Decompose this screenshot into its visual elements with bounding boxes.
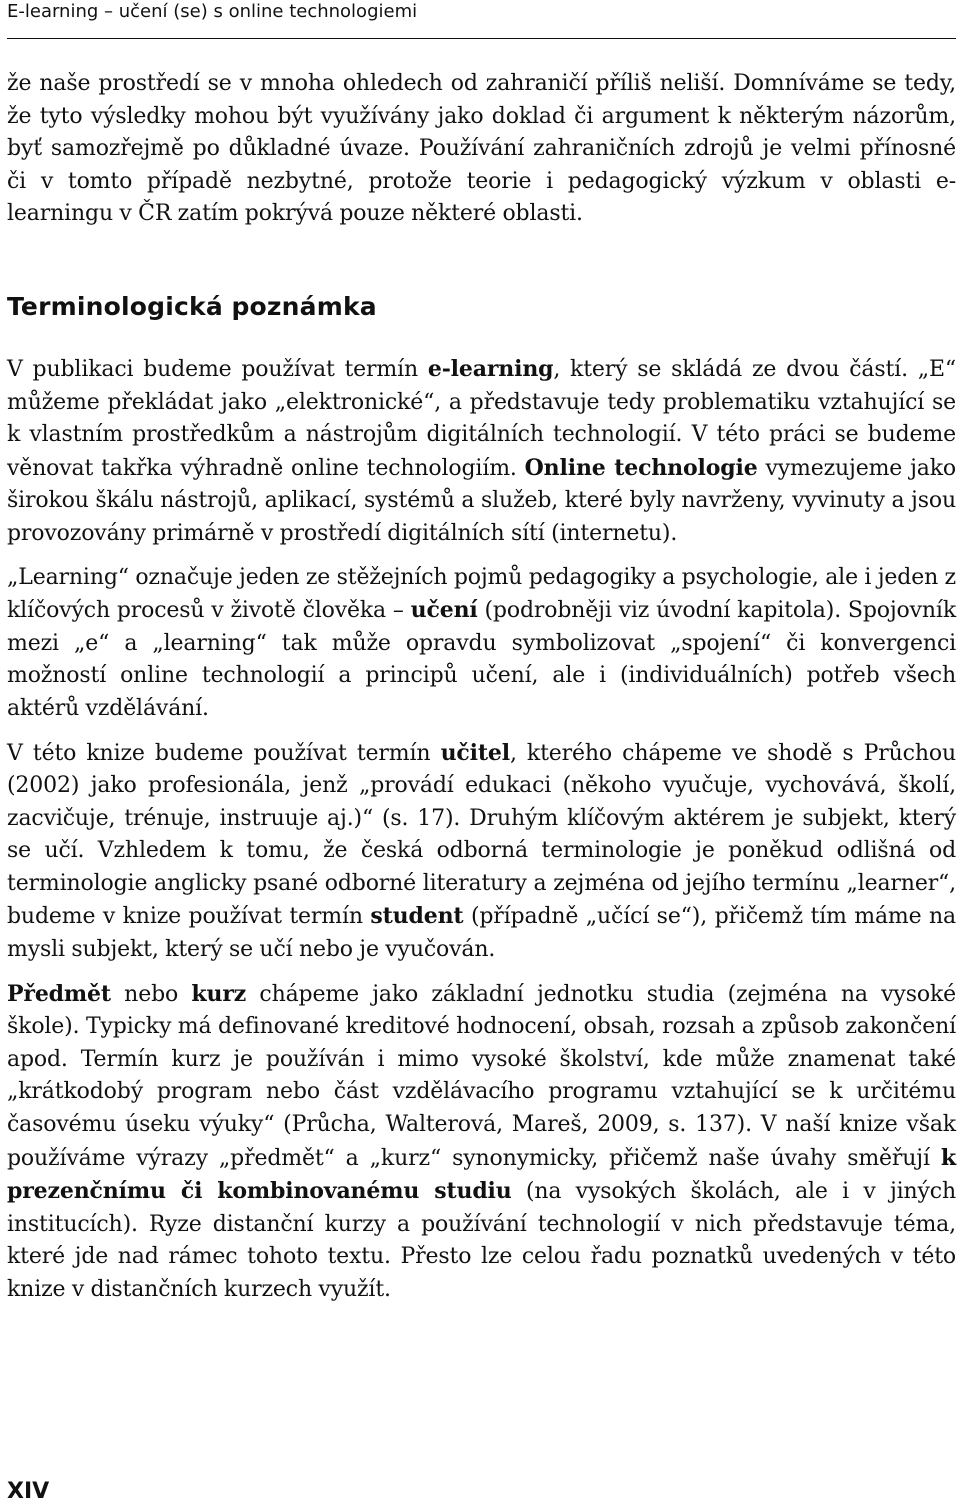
term-e-learning: e-learning [427,355,554,382]
page-number: XIV [7,1479,50,1504]
term-student: student [370,903,464,930]
text-run: (případně „učící se“), přičemž tím máme na mysli subjekt, který se učí nebo je vyučován. [7,904,956,963]
term-kurz: kurz [191,980,247,1007]
text-run: , který se skládá ze dvou částí. „E“ můžeme překládat jako „elektronické“, a představuje tedy problematiku vztahující se k vlastním prostředkům a nástrojům digitálních technologií. V této práci se budeme věnovat takřka výhradně online technologiím. [7,356,956,481]
text-run: V této knize budeme používat termín [7,740,441,766]
section-heading: Terminologická poznámka [7,291,377,321]
term-predmet: Předmět [7,980,111,1007]
running-header: E-learning – učení (se) s online technologiemi [7,1,418,22]
text-run: vymezujeme jako širokou škálu nástrojů, aplikací, systémů a služeb, které byly navrženy, vyvinuty a jsou provozovány primárně v prostředí digitálních sítí (internetu). [7,455,956,546]
text-run: „Learning“ označuje jeden ze stěžejních pojmů pedagogiky a psychologie, ale i jeden z klíčových procesů v životě člověka – [7,564,956,624]
text-run: (podrobněji viz úvodní kapitola). Spojovník mezi „e“ a „learning“ tak může opravdu symbolizovat „spojení“ či konvergenci možností online technologií a principů učení, ale i (individuálních) potřeb všech aktérů vzdělávání. [7,598,957,721]
term-prezencni-studium: k prezenčnímu či kombinovanému studiu [7,1144,956,1205]
paragraph-ucitel [7,737,956,967]
term-ucitel: učitel [440,739,510,766]
paragraph-predmet [7,978,956,1307]
page-body [7,68,956,1318]
paragraph-e-learning [7,353,956,551]
term-uceni: učení [410,597,478,624]
text-run: nebo [110,981,192,1007]
intro-paragraph: že naše prostředí se v mnoha ohledech od zahraničí příliš neliší. Domníváme se tedy, že tyto výsledky mohou být využívány jako doklad či argument k některým názorům, byť samozřejmě po důkladné úvaze. Používání zahraničních zdrojů je velmi přínosné či v tomto případě nezbytné, protože teorie i pedagogický výzkum v oblasti e-learningu v ČR zatím pokrývá pouze některé oblasti. [7,71,956,227]
term-online-technologie: Online technologie [524,454,758,481]
text-run: chápeme jako základní jednotku studia (zejména na vysoké škole). Typicky má definované kreditové hodnocení, obsah, rozsah a způsob zakončení apod. Termín kurz je používán i mimo vysoké školství, kde může znamenat také „krátkodobý program nebo část vzdělávacího programu vztahující se k určitému časovému úseku výuky“ (Průcha, Walterová, Mareš, 2009, s. 137). V naší knize však používáme výrazy „předmět“ a „kurz“ synonymicky, přičemž naše úvahy směřují [7,981,957,1171]
paragraph-learning [7,562,956,726]
text-run: , kterého chápeme ve shodě s Průchou (2002) jako profesionála, jenž „provádí edukaci (někoho vyučuje, vychovává, školí, zacvičuje, trénuje, instruuje aj.)“ (s. 17). Druhým klíčovým aktérem je subjekt, který se učí. Vzhledem k tomu, že česká odborná terminologie je poněkud odlišná od terminologie anglicky psané odborné literatury a zejména od jejího termínu „learner“, budeme v knize používat termín [7,740,956,930]
header-rule [7,38,956,39]
text-run: (na vysokých školách, ale i v jiných institucích). Ryze distanční kurzy a používání technologií v nich představuje téma, které jde nad rámec tohoto textu. Přesto lze celou řadu poznatků uvedených v této knize v distančních kurzech využít. [7,1179,956,1302]
text-run: V publikaci budeme používat termín [7,356,428,382]
